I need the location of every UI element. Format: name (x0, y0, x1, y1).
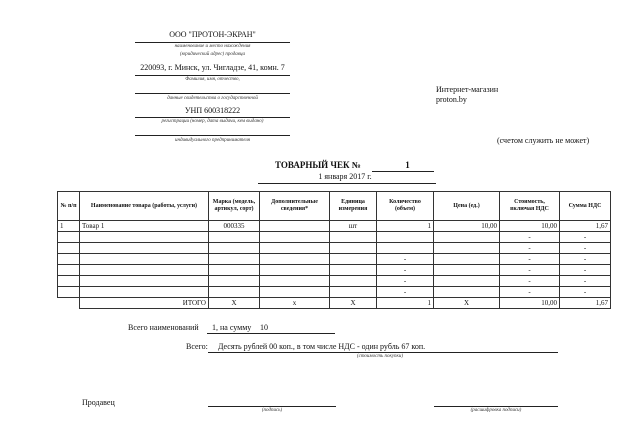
items-sum: 10 (260, 323, 268, 332)
header-cell: Сумма НДС (560, 192, 611, 221)
table-row (58, 265, 611, 276)
cell: - (560, 243, 611, 254)
cell (58, 254, 80, 265)
cell (330, 243, 377, 254)
fio-caption: Фамилия, имя, отчество, (185, 77, 240, 82)
cell (58, 276, 80, 287)
cell (209, 265, 260, 276)
cell: 000335 (209, 221, 260, 232)
cell (434, 276, 500, 287)
items-value: 1, на сумму (212, 323, 252, 332)
divider (135, 75, 290, 76)
table-row (58, 254, 611, 265)
table-total-row (58, 298, 611, 309)
divider (208, 352, 558, 353)
seller-name-caption: наименование и место нахождения (174, 44, 251, 49)
cell: 1 (377, 298, 434, 309)
shop-line-1: Интернет-магазин (436, 85, 499, 94)
receipt-date: 1 января 2017 г. (318, 172, 372, 181)
divider (135, 42, 290, 43)
cell: x (260, 298, 330, 309)
cell: - (377, 254, 434, 265)
shop-line-2: proton.by (436, 95, 467, 104)
cell: шт (330, 221, 377, 232)
reg-caption: данные свидетельства о государственной (167, 96, 258, 101)
seller-name: ООО "ПРОТОН-ЭКРАН" (169, 30, 256, 39)
cell (330, 232, 377, 243)
cell: - (500, 232, 560, 243)
cell (434, 287, 500, 298)
cell (260, 232, 330, 243)
cell (330, 276, 377, 287)
cell (80, 232, 209, 243)
header-cell: Единица измерения (330, 192, 377, 221)
cell: - (500, 265, 560, 276)
cell (58, 243, 80, 254)
cell (58, 232, 80, 243)
signature-line (208, 406, 336, 407)
sign-caption: (подпись) (261, 408, 283, 413)
cell: 1,67 (560, 298, 611, 309)
cell: - (377, 276, 434, 287)
cell (434, 243, 500, 254)
cell: 10,00 (500, 298, 560, 309)
cell (377, 232, 434, 243)
seller-unp: УНП 600318222 (184, 106, 241, 115)
cell: X (330, 298, 377, 309)
receipt-number: 1 (405, 160, 410, 170)
cell: - (560, 254, 611, 265)
header-cell: Дополнительные сведения* (260, 192, 330, 221)
cell (330, 287, 377, 298)
cell (260, 287, 330, 298)
header-cell: Наименование товара (работы, услуги) (80, 192, 209, 221)
cell (80, 254, 209, 265)
divider (207, 333, 335, 334)
cell: - (560, 287, 611, 298)
receipt-title: ТОВАРНЫЙ ЧЕК № (275, 160, 361, 170)
header-cell: № п/п (58, 192, 80, 221)
cell (209, 232, 260, 243)
cell (209, 254, 260, 265)
cell (260, 243, 330, 254)
total-caption: (стоимость покупки) (356, 354, 404, 359)
cell (58, 265, 80, 276)
table-row (58, 232, 611, 243)
cell (80, 287, 209, 298)
cell (377, 243, 434, 254)
cell (260, 265, 330, 276)
header-cell: Марка (модель, артикул, сорт) (209, 192, 260, 221)
cell (260, 276, 330, 287)
table-row (58, 276, 611, 287)
cell: - (500, 254, 560, 265)
seller-address: 220093, г. Минск, ул. Чигладзе, 41, комн. 7 (140, 63, 285, 72)
table-row (58, 243, 611, 254)
cell: - (377, 287, 434, 298)
cell: 10,00 (434, 221, 500, 232)
divider (135, 117, 290, 118)
cell: - (500, 276, 560, 287)
cell: X (434, 298, 500, 309)
total-label: Всего: (186, 342, 208, 351)
cell (209, 287, 260, 298)
seller-address-caption: (юридический адрес) продавца (179, 52, 246, 57)
cell (260, 254, 330, 265)
cell: - (560, 232, 611, 243)
cell (330, 265, 377, 276)
seller-label: Продавец (82, 398, 115, 407)
table-row (58, 221, 611, 232)
total-label: ИТОГО (80, 298, 209, 309)
total-words: Десять рублей 00 коп., в том числе НДС - один рубль 67 коп. (218, 342, 426, 351)
entrepreneur-caption: индивидуального предпринимателя (174, 138, 250, 143)
table-header-row (58, 192, 611, 221)
items-label: Всего наименований (128, 323, 199, 332)
cell (209, 276, 260, 287)
cell: 10,00 (500, 221, 560, 232)
cell (80, 243, 209, 254)
cell: - (560, 265, 611, 276)
header-cell: Цена (ед.) (434, 192, 500, 221)
cell: 1 (377, 221, 434, 232)
cell (58, 298, 80, 309)
divider (135, 93, 290, 94)
cell (80, 265, 209, 276)
decode-caption: (расшифровка подписи) (470, 408, 522, 413)
reg-caption-2: регистрации (номер, дата выдачи, кем выдано) (161, 119, 264, 124)
cell: - (377, 265, 434, 276)
signature-decode-line (434, 406, 558, 407)
cell (209, 243, 260, 254)
cell (58, 287, 80, 298)
cell (434, 265, 500, 276)
header-cell: Стоимость, включая НДС (500, 192, 560, 221)
receipt-table (57, 191, 611, 309)
divider (135, 135, 290, 136)
cell: - (560, 276, 611, 287)
divider (258, 183, 436, 184)
cell: - (500, 243, 560, 254)
cell: Товар 1 (80, 221, 209, 232)
cell: X (209, 298, 260, 309)
cell (434, 254, 500, 265)
invoice-note: (счетом служить не может) (497, 136, 590, 145)
header-cell: Количество (объем) (377, 192, 434, 221)
cell (434, 232, 500, 243)
cell (260, 221, 330, 232)
cell (80, 276, 209, 287)
cell: 1,67 (560, 221, 611, 232)
table-row (58, 287, 611, 298)
cell: - (500, 287, 560, 298)
cell: 1 (58, 221, 80, 232)
cell (330, 254, 377, 265)
